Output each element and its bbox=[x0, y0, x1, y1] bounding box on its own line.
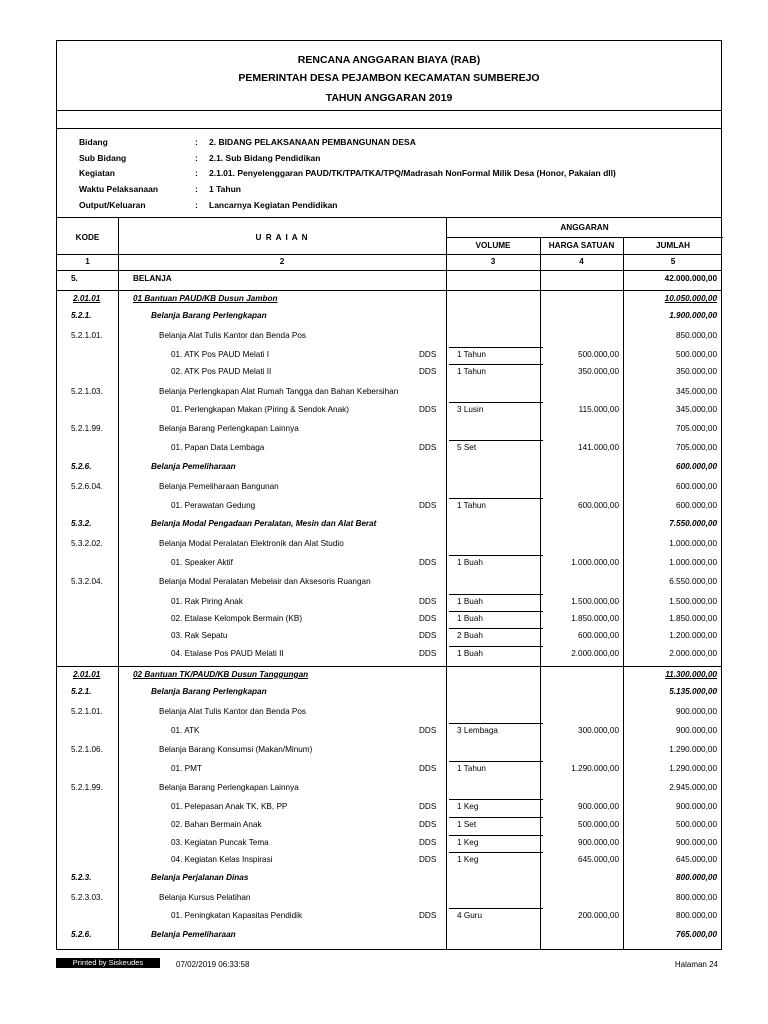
row-uraian: BELANJA bbox=[133, 274, 172, 283]
doc-title: RENCANA ANGGARAN BIAYA (RAB) bbox=[297, 54, 481, 66]
volume-rule bbox=[449, 799, 543, 800]
row-jumlah: 1.900.000,00 bbox=[669, 311, 717, 320]
table-row bbox=[57, 670, 721, 679]
row-jumlah: 500.000,00 bbox=[676, 820, 717, 829]
row-jumlah: 1.290.000,00 bbox=[669, 764, 717, 773]
table-row bbox=[57, 631, 721, 640]
volume-rule bbox=[449, 646, 543, 647]
col-divider bbox=[118, 217, 119, 950]
row-uraian: 03. Rak Sepatu bbox=[171, 631, 228, 640]
table-row bbox=[57, 783, 721, 792]
row-uraian: 01. Pelepasan Anak TK, KB, PP bbox=[171, 802, 288, 811]
row-uraian: Belanja Kursus Pelatihan bbox=[159, 893, 251, 902]
table-row bbox=[57, 726, 721, 735]
row-source: DDS bbox=[419, 820, 437, 829]
row-volume: 1 Tahun bbox=[457, 367, 486, 376]
volume-rule bbox=[449, 402, 543, 403]
table-row bbox=[57, 597, 721, 606]
row-kode: 5.2.1.99. bbox=[71, 424, 103, 433]
header-harga-satuan: HARGA SATUAN bbox=[548, 241, 615, 250]
row-jumlah: 900.000,00 bbox=[676, 707, 717, 716]
row-uraian: 01. Perawatan Gedung bbox=[171, 501, 256, 510]
row-jumlah: 800.000,00 bbox=[676, 893, 717, 902]
row-uraian: 01. ATK Pos PAUD Melati I bbox=[171, 350, 269, 359]
row-kode: 5.3.2. bbox=[71, 519, 92, 528]
row-uraian: Belanja Modal Peralatan Mebelair dan Aksesoris Ruangan bbox=[159, 577, 371, 586]
row-uraian: Belanja Barang Perlengkapan bbox=[151, 311, 267, 320]
row-volume: 1 Keg bbox=[457, 802, 479, 811]
header-col-number: 3 bbox=[490, 257, 496, 266]
rab-document bbox=[56, 40, 722, 950]
table-row bbox=[57, 649, 721, 658]
row-uraian: Belanja Pemeliharaan Bangunan bbox=[159, 482, 279, 491]
row-harga-satuan: 645.000,00 bbox=[578, 855, 619, 864]
table-row bbox=[57, 930, 721, 939]
info-colon: : bbox=[195, 153, 198, 163]
header-col-number: 2 bbox=[279, 257, 285, 266]
row-jumlah: 10.050.000,00 bbox=[664, 294, 717, 303]
header-col-number: 4 bbox=[579, 257, 584, 266]
table-row bbox=[57, 687, 721, 696]
row-uraian: Belanja Modal Peralatan Elektronik dan Alat Studio bbox=[159, 539, 344, 548]
info-value: 2.1.01. Penyelenggaran PAUD/TK/TPA/TKA/TPQ/Madrasah NonFormal Milik Desa (Honor, Pakaian dll) bbox=[209, 168, 616, 178]
row-uraian: 02. Etalase Kelompok Bermain (KB) bbox=[171, 614, 303, 623]
table-row bbox=[57, 294, 721, 303]
row-volume: 4 Guru bbox=[457, 911, 483, 920]
row-volume: 1 Tahun bbox=[457, 501, 486, 510]
row-jumlah: 11.300.000,00 bbox=[665, 670, 717, 679]
table-top-border bbox=[57, 217, 721, 218]
row-source: DDS bbox=[419, 443, 437, 452]
divider bbox=[446, 237, 723, 238]
row-uraian: 01. Perlengkapan Makan (Piring & Sendok Anak) bbox=[171, 405, 349, 414]
row-harga-satuan: 141.000,00 bbox=[578, 443, 619, 452]
table-row bbox=[57, 577, 721, 586]
info-value: 2.1. Sub Bidang Pendidikan bbox=[209, 153, 321, 163]
table-row bbox=[57, 367, 721, 376]
row-jumlah: 765.000,00 bbox=[676, 930, 717, 939]
row-harga-satuan: 1.850.000,00 bbox=[571, 614, 619, 623]
row-kode: 5.2.3.03. bbox=[71, 893, 103, 902]
row-uraian: Belanja Alat Tulis Kantor dan Benda Pos bbox=[159, 707, 307, 716]
info-colon: : bbox=[195, 184, 198, 194]
row-uraian: Belanja Pemeliharaan bbox=[151, 930, 236, 939]
header-volume: VOLUME bbox=[475, 241, 511, 250]
row-source: DDS bbox=[419, 649, 437, 658]
row-uraian: 02. ATK Pos PAUD Melati II bbox=[171, 367, 272, 376]
row-source: DDS bbox=[419, 911, 437, 920]
row-kode: 5.3.2.04. bbox=[71, 577, 103, 586]
doc-year: TAHUN ANGGARAN 2019 bbox=[325, 92, 453, 104]
row-uraian: Belanja Perlengkapan Alat Rumah Tangga dan Bahan Kebersihan bbox=[159, 387, 399, 396]
info-label: Sub Bidang bbox=[79, 153, 127, 163]
row-uraian: 01. Papan Data Lembaga bbox=[171, 443, 265, 452]
row-jumlah: 345.000,00 bbox=[676, 387, 717, 396]
volume-rule bbox=[449, 761, 543, 762]
info-value: Lancarnya Kegiatan Pendidikan bbox=[209, 200, 338, 210]
row-kode: 5.2.1.01. bbox=[71, 331, 103, 340]
table-row bbox=[57, 331, 721, 340]
row-uraian: 01. PMT bbox=[171, 764, 202, 773]
row-jumlah: 7.550.000,00 bbox=[669, 519, 717, 528]
group-separator bbox=[57, 666, 721, 667]
row-kode: 5.2.6.04. bbox=[71, 482, 103, 491]
row-jumlah: 500.000,00 bbox=[676, 350, 717, 359]
info-colon: : bbox=[195, 137, 198, 147]
volume-rule bbox=[449, 498, 543, 499]
divider bbox=[57, 270, 721, 271]
row-uraian: Belanja Modal Pengadaan Peralatan, Mesin dan Alat Berat bbox=[151, 519, 377, 528]
row-jumlah: 2.000.000,00 bbox=[669, 649, 717, 658]
row-volume: 1 Set bbox=[457, 820, 477, 829]
info-colon: : bbox=[195, 200, 198, 210]
row-jumlah: 345.000,00 bbox=[676, 405, 717, 414]
volume-rule bbox=[449, 440, 543, 441]
table-row bbox=[57, 482, 721, 491]
row-harga-satuan: 300.000,00 bbox=[578, 726, 619, 735]
row-jumlah: 6.550.000,00 bbox=[669, 577, 717, 586]
row-source: DDS bbox=[419, 764, 437, 773]
volume-rule bbox=[449, 908, 543, 909]
header-kode: KODE bbox=[75, 233, 100, 242]
info-label: Kegiatan bbox=[79, 168, 115, 178]
row-source: DDS bbox=[419, 614, 437, 623]
table-row bbox=[57, 539, 721, 548]
table-row bbox=[57, 424, 721, 433]
row-kode: 5. bbox=[71, 274, 78, 283]
row-jumlah: 1.500.000,00 bbox=[669, 597, 717, 606]
volume-rule bbox=[449, 835, 543, 836]
row-uraian: 04. Etalase Pos PAUD Melati II bbox=[171, 649, 284, 658]
row-kode: 5.2.1.99. bbox=[71, 783, 103, 792]
row-jumlah: 600.000,00 bbox=[676, 482, 717, 491]
row-uraian: Belanja Barang Perlengkapan Lainnya bbox=[159, 424, 299, 433]
table-row bbox=[57, 893, 721, 902]
table-row bbox=[57, 838, 721, 847]
row-jumlah: 705.000,00 bbox=[676, 443, 717, 452]
row-harga-satuan: 600.000,00 bbox=[578, 501, 619, 510]
row-jumlah: 1.290.000,00 bbox=[669, 745, 717, 754]
row-uraian: Belanja Alat Tulis Kantor dan Benda Pos bbox=[159, 331, 307, 340]
row-source: DDS bbox=[419, 802, 437, 811]
table-row bbox=[57, 745, 721, 754]
row-jumlah: 645.000,00 bbox=[676, 855, 717, 864]
row-source: DDS bbox=[419, 501, 437, 510]
row-uraian: 01. ATK bbox=[171, 726, 200, 735]
row-harga-satuan: 115.000,00 bbox=[578, 405, 619, 414]
row-jumlah: 800.000,00 bbox=[676, 873, 717, 882]
table-row bbox=[57, 387, 721, 396]
volume-rule bbox=[449, 611, 543, 612]
row-uraian: Belanja Perjalanan Dinas bbox=[151, 873, 249, 882]
row-uraian: 01. Speaker Aktif bbox=[171, 558, 233, 567]
row-harga-satuan: 2.000.000,00 bbox=[571, 649, 619, 658]
table-row bbox=[57, 911, 721, 920]
table-row bbox=[57, 820, 721, 829]
row-uraian: Belanja Barang Perlengkapan Lainnya bbox=[159, 783, 299, 792]
row-source: DDS bbox=[419, 631, 437, 640]
print-datetime: 07/02/2019 06:33:58 bbox=[176, 960, 250, 969]
row-harga-satuan: 600.000,00 bbox=[578, 631, 619, 640]
row-volume: 1 Buah bbox=[457, 558, 483, 567]
row-volume: 5 Set bbox=[457, 443, 477, 452]
row-volume: 1 Buah bbox=[457, 614, 483, 623]
row-source: DDS bbox=[419, 558, 437, 567]
row-uraian: 01. Peningkatan Kapasitas Pendidik bbox=[171, 911, 303, 920]
header-jumlah: JUMLAH bbox=[655, 241, 691, 250]
group-separator bbox=[57, 290, 721, 291]
table-row bbox=[57, 707, 721, 716]
row-source: DDS bbox=[419, 726, 437, 735]
table-row bbox=[57, 558, 721, 567]
table-row bbox=[57, 274, 721, 283]
row-harga-satuan: 500.000,00 bbox=[578, 350, 619, 359]
header-anggaran: ANGGARAN bbox=[560, 223, 609, 232]
row-uraian: 01 Bantuan PAUD/KB Dusun Jambon bbox=[133, 294, 278, 303]
row-uraian: 04. Kegiatan Kelas Inspirasi bbox=[171, 855, 273, 864]
row-jumlah: 42.000.000,00 bbox=[664, 274, 717, 283]
table-row bbox=[57, 501, 721, 510]
row-harga-satuan: 1.000.000,00 bbox=[571, 558, 619, 567]
row-jumlah: 900.000,00 bbox=[676, 726, 717, 735]
page-number: Halaman 24 bbox=[674, 960, 718, 969]
volume-rule bbox=[449, 555, 543, 556]
table-row bbox=[57, 614, 721, 623]
row-jumlah: 600.000,00 bbox=[676, 501, 717, 510]
row-harga-satuan: 500.000,00 bbox=[578, 820, 619, 829]
row-jumlah: 600.000,00 bbox=[676, 462, 717, 471]
row-source: DDS bbox=[419, 597, 437, 606]
row-kode: 5.3.2.02. bbox=[71, 539, 103, 548]
divider bbox=[57, 128, 721, 129]
row-harga-satuan: 350.000,00 bbox=[578, 367, 619, 376]
row-uraian: 02 Bantuan TK/PAUD/KB Dusun Tanggungan bbox=[133, 670, 309, 679]
row-kode: 2.01.01 bbox=[73, 294, 101, 303]
table-row bbox=[57, 350, 721, 359]
info-label: Bidang bbox=[79, 137, 108, 147]
row-jumlah: 900.000,00 bbox=[676, 838, 717, 847]
table-row bbox=[57, 873, 721, 882]
row-uraian: Belanja Barang Perlengkapan bbox=[151, 687, 267, 696]
row-jumlah: 1.850.000,00 bbox=[669, 614, 717, 623]
table-row bbox=[57, 764, 721, 773]
header-uraian: U R A I A N bbox=[255, 233, 309, 242]
row-kode: 5.2.1. bbox=[71, 687, 92, 696]
row-harga-satuan: 900.000,00 bbox=[578, 838, 619, 847]
row-jumlah: 350.000,00 bbox=[676, 367, 717, 376]
row-source: DDS bbox=[419, 405, 437, 414]
row-jumlah: 705.000,00 bbox=[676, 424, 717, 433]
table-row bbox=[57, 405, 721, 414]
row-uraian: 01. Rak Piring Anak bbox=[171, 597, 243, 606]
row-source: DDS bbox=[419, 838, 437, 847]
row-volume: 1 Tahun bbox=[457, 350, 486, 359]
col-divider bbox=[446, 217, 447, 950]
table-row bbox=[57, 802, 721, 811]
row-uraian: 02. Bahan Bermain Anak bbox=[171, 820, 262, 829]
row-kode: 5.2.1.06. bbox=[71, 745, 103, 754]
volume-rule bbox=[449, 347, 543, 348]
row-uraian: Belanja Barang Konsumsi (Makan/Minum) bbox=[159, 745, 313, 754]
row-kode: 5.2.6. bbox=[71, 462, 92, 471]
row-harga-satuan: 900.000,00 bbox=[578, 802, 619, 811]
row-volume: 1 Keg bbox=[457, 838, 479, 847]
row-source: DDS bbox=[419, 350, 437, 359]
row-volume: 1 Buah bbox=[457, 649, 483, 658]
volume-rule bbox=[449, 723, 543, 724]
table-row bbox=[57, 443, 721, 452]
header-col-number: 5 bbox=[670, 257, 676, 266]
volume-rule bbox=[449, 364, 543, 365]
doc-subtitle: PEMERINTAH DESA PEJAMBON KECAMATAN SUMBEREJO bbox=[238, 72, 540, 84]
info-label: Waktu Pelaksanaan bbox=[79, 184, 159, 194]
table-row bbox=[57, 519, 721, 528]
table-row bbox=[57, 855, 721, 864]
row-uraian: Belanja Pemeliharaan bbox=[151, 462, 236, 471]
row-jumlah: 1.200.000,00 bbox=[669, 631, 717, 640]
row-harga-satuan: 200.000,00 bbox=[578, 911, 619, 920]
row-jumlah: 1.000.000,00 bbox=[669, 558, 717, 567]
divider bbox=[57, 254, 721, 255]
volume-rule bbox=[449, 852, 543, 853]
row-volume: 3 Lembaga bbox=[457, 726, 498, 735]
row-jumlah: 800.000,00 bbox=[676, 911, 717, 920]
row-jumlah: 1.000.000,00 bbox=[669, 539, 717, 548]
row-harga-satuan: 1.290.000,00 bbox=[571, 764, 619, 773]
row-kode: 2.01.01 bbox=[73, 670, 101, 679]
row-jumlah: 5.135.000,00 bbox=[669, 687, 717, 696]
table-row bbox=[57, 311, 721, 320]
info-colon: : bbox=[195, 168, 198, 178]
info-value: 2. BIDANG PELAKSANAAN PEMBANGUNAN DESA bbox=[209, 137, 416, 147]
divider bbox=[57, 110, 721, 111]
row-jumlah: 900.000,00 bbox=[676, 802, 717, 811]
info-label: Output/Keluaran bbox=[79, 200, 146, 210]
row-kode: 5.2.6. bbox=[71, 930, 92, 939]
row-volume: 1 Tahun bbox=[457, 764, 486, 773]
volume-rule bbox=[449, 817, 543, 818]
col-divider bbox=[623, 237, 624, 950]
row-harga-satuan: 1.500.000,00 bbox=[571, 597, 619, 606]
row-uraian: 03. Kegiatan Puncak Tema bbox=[171, 838, 269, 847]
row-source: DDS bbox=[419, 855, 437, 864]
row-kode: 5.2.3. bbox=[71, 873, 92, 882]
header-col-number: 1 bbox=[85, 257, 90, 266]
info-value: 1 Tahun bbox=[209, 184, 241, 194]
row-source: DDS bbox=[419, 367, 437, 376]
table-row bbox=[57, 462, 721, 471]
row-jumlah: 850.000,00 bbox=[676, 331, 717, 340]
row-kode: 5.2.1. bbox=[71, 311, 92, 320]
row-jumlah: 2.945.000,00 bbox=[669, 783, 717, 792]
printed-by-badge: Printed by Siskeudes bbox=[56, 958, 160, 968]
row-volume: 1 Keg bbox=[457, 855, 479, 864]
volume-rule bbox=[449, 628, 543, 629]
row-volume: 1 Buah bbox=[457, 597, 483, 606]
row-kode: 5.2.1.01. bbox=[71, 707, 103, 716]
row-volume: 2 Buah bbox=[457, 631, 483, 640]
volume-rule bbox=[449, 594, 543, 595]
row-kode: 5.2.1.03. bbox=[71, 387, 103, 396]
row-volume: 3 Lusin bbox=[457, 405, 484, 414]
